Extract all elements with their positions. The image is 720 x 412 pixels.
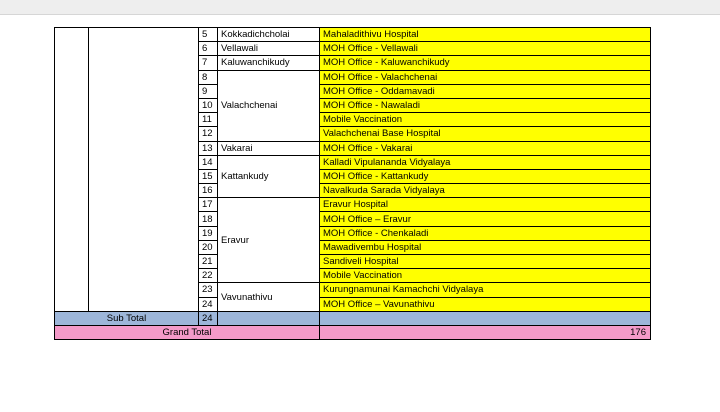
vaccination-centres-table [54, 27, 651, 340]
row-number: 18 [199, 212, 218, 226]
grand-total-value: 176 [320, 325, 651, 339]
moh-area-cell: Vakarai [218, 141, 320, 155]
moh-area-cell: Kaluwanchikudy [218, 56, 320, 70]
moh-area-cell: Eravur [218, 198, 320, 283]
row-number: 9 [199, 84, 218, 98]
moh-area-cell: Kattankudy [218, 155, 320, 198]
centre-name: Sandiveli Hospital [320, 255, 651, 269]
row-number: 10 [199, 98, 218, 112]
centre-name: MOH Office - Chenkaladi [320, 226, 651, 240]
row-number: 16 [199, 184, 218, 198]
row-number: 6 [199, 42, 218, 56]
moh-area-cell: Vavunathivu [218, 283, 320, 311]
centre-name: MOH Office - Oddamavadi [320, 84, 651, 98]
centre-name: MOH Office - Kaluwanchikudy [320, 56, 651, 70]
moh-area-cell: Kokkadichcholai [218, 28, 320, 42]
centre-name: Valachchenai Base Hospital [320, 127, 651, 141]
row-number: 15 [199, 169, 218, 183]
top-toolbar-strip [0, 0, 720, 15]
moh-area-cell: Vellawali [218, 42, 320, 56]
row-number: 14 [199, 155, 218, 169]
sub-total-empty [320, 311, 651, 325]
row-number: 22 [199, 269, 218, 283]
centre-name: MOH Office - Vakarai [320, 141, 651, 155]
centre-name: Mobile Vaccination [320, 113, 651, 127]
centre-name: MOH Office - Valachchenai [320, 70, 651, 84]
centre-name: Kalladi Vipulananda Vidyalaya [320, 155, 651, 169]
row-number: 19 [199, 226, 218, 240]
centre-name: MOH Office – Vavunathivu [320, 297, 651, 311]
row-number: 21 [199, 255, 218, 269]
grand-total-label: Grand Total [55, 325, 320, 339]
sub-total-row [55, 311, 651, 325]
row-number: 12 [199, 127, 218, 141]
district-cell [55, 28, 89, 312]
centre-name: MOH Office - Kattankudy [320, 169, 651, 183]
sub-total-empty [218, 311, 320, 325]
centre-name: Mawadivembu Hospital [320, 240, 651, 254]
row-number: 13 [199, 141, 218, 155]
centre-name: Kurungnamunai Kamachchi Vidyalaya [320, 283, 651, 297]
row-number: 5 [199, 28, 218, 42]
sub-total-count: 24 [199, 311, 218, 325]
centre-name: Eravur Hospital [320, 198, 651, 212]
centre-name: Navalkuda Sarada Vidyalaya [320, 184, 651, 198]
row-number: 17 [199, 198, 218, 212]
moh-area-cell: Valachchenai [218, 70, 320, 141]
row-number: 7 [199, 56, 218, 70]
centre-name: MOH Office - Vellawali [320, 42, 651, 56]
table-row [55, 28, 651, 42]
row-number: 20 [199, 240, 218, 254]
row-number: 11 [199, 113, 218, 127]
centre-name: MOH Office – Eravur [320, 212, 651, 226]
centre-name: Mobile Vaccination [320, 269, 651, 283]
centre-name: Mahaladithivu Hospital [320, 28, 651, 42]
sub-total-label: Sub Total [55, 311, 199, 325]
grand-total-row [55, 325, 651, 339]
row-number: 8 [199, 70, 218, 84]
centre-name: MOH Office - Nawaladi [320, 98, 651, 112]
row-number: 24 [199, 297, 218, 311]
row-number: 23 [199, 283, 218, 297]
division-cell [89, 28, 199, 312]
